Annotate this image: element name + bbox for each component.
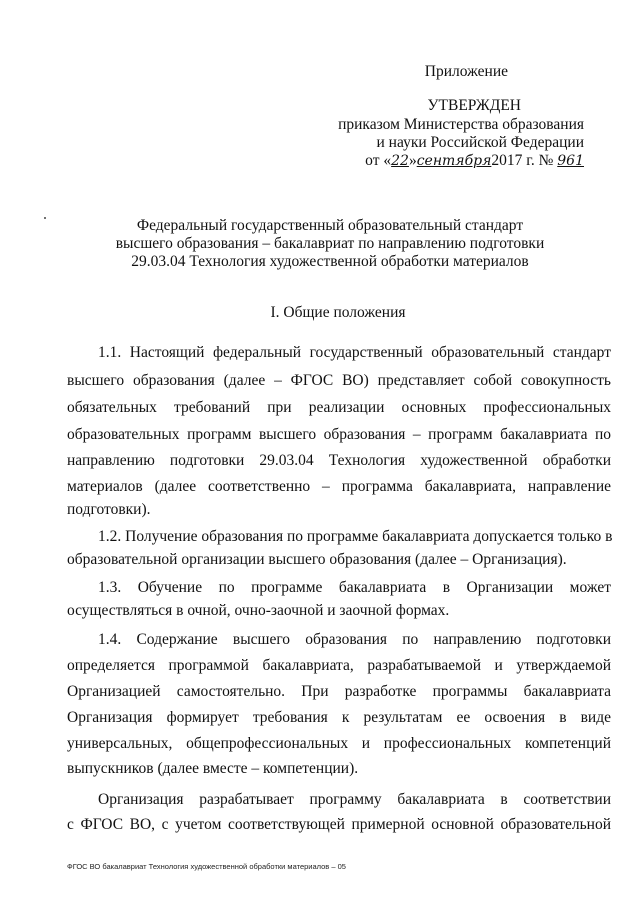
order-number: 961 (557, 153, 584, 169)
p4-line-3: Организацией самостоятельно. При разработке программы бакалавриата (67, 683, 611, 700)
p5-line-2: с ФГОС ВО, с учетом соответствующей примерной основной образовательной (67, 816, 611, 833)
order-date-line (365, 151, 584, 171)
order-line-1: приказом Министерства образования (338, 116, 584, 133)
date-day: 22 (391, 153, 409, 169)
title-line-3: 29.03.04 Технология художественной обработки материалов (131, 253, 529, 270)
p1-line-7: подготовки). (67, 501, 151, 518)
p2-line-1: 1.2. Получение образования по программе бакалавриата допускается только в (98, 528, 613, 545)
approved-label: УТВЕРЖДЕН (427, 97, 521, 114)
p1-line-4: образовательных программ высшего образования – программ бакалавриата по (67, 426, 611, 443)
date-month: сентября (416, 153, 492, 169)
date-year: 2017 г. № (491, 152, 554, 169)
p4-line-2: определяется программой бакалавриата, разрабатываемой и утверждаемой (67, 657, 611, 674)
p4-line-4: Организация формирует требования к результатам ее освоения в виде (67, 709, 611, 726)
section-heading: I. Общие положения (270, 304, 406, 321)
p1-line-3: обязательных требований при реализации основных профессиональных (67, 399, 611, 416)
date-mid: » (408, 152, 417, 169)
p1-line-6: материалов (далее соответственно – программа бакалавриата, направление (67, 478, 611, 495)
order-line-2: и науки Российской Федерации (376, 134, 584, 151)
p3-line-1: 1.3. Обучение по программе бакалавриата в Организации может (98, 579, 611, 596)
p1-line-2: высшего образования (далее – ФГОС ВО) представляет собой совокупность (67, 372, 611, 389)
p1-line-5: направлению подготовки 29.03.04 Технология художественной обработки (67, 452, 611, 469)
page-footer: ФГОС ВО бакалавриат Технология художественной обработки материалов – 05 (67, 862, 346, 871)
p4-line-5: универсальных, общепрофессиональных и профессиональных компетенций (67, 735, 611, 752)
p5-line-1: Организация разрабатывает программу бакалавриата в соответствии (98, 791, 611, 808)
title-line-2: высшего образования – бакалавриат по направлению подготовки (115, 235, 545, 252)
p4-line-6: выпускников (далее вместе – компетенции). (67, 760, 359, 777)
date-prefix: от « (365, 152, 392, 169)
appendix-label: Приложение (424, 63, 508, 80)
p3-line-2: осуществляться в очной, очно-заочной и заочной формах. (67, 602, 450, 619)
p2-line-2: образовательной организации высшего образования (далее – Организация). (67, 551, 567, 568)
p4-line-1: 1.4. Содержание высшего образования по направлению подготовки (98, 631, 611, 648)
title-line-1: Федеральный государственный образовательный стандарт (136, 217, 524, 234)
p1-line-1: 1.1. Настоящий федеральный государственный образовательный стандарт (98, 344, 611, 361)
